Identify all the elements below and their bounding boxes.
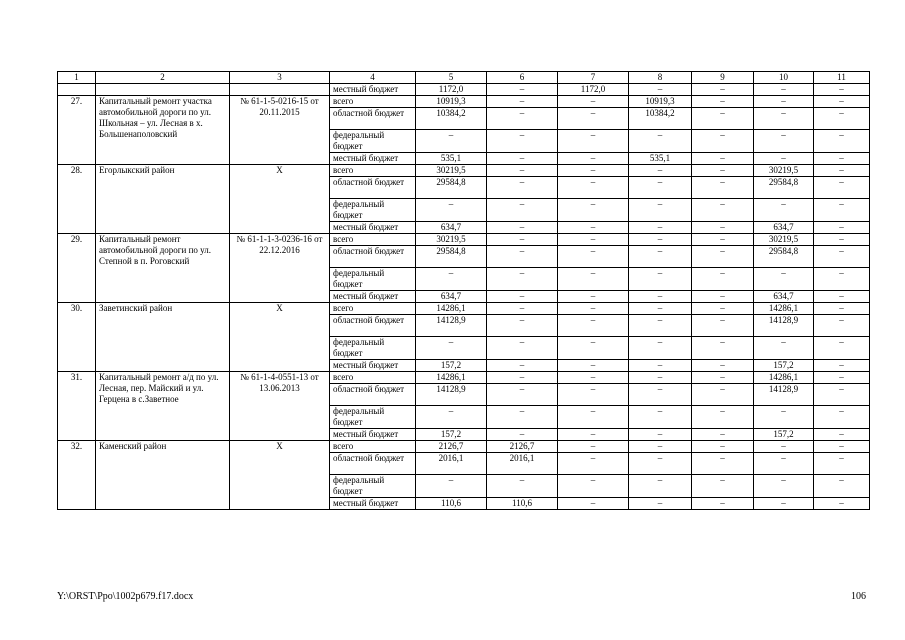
value-cell: – [629, 315, 692, 337]
value-cell: – [754, 453, 814, 475]
budget-label: всего [330, 165, 416, 177]
value-cell: – [487, 268, 558, 291]
value-cell: – [487, 475, 558, 498]
value-cell: – [487, 84, 558, 96]
value-cell: 30219,5 [754, 234, 814, 246]
object-name: Капитальный ремонт автомобильной дороги по ул. Степной в п. Роговский [96, 234, 230, 303]
value-cell: – [754, 337, 814, 360]
table-row [58, 372, 870, 384]
value-cell: – [692, 372, 754, 384]
value-cell: – [692, 177, 754, 199]
value-cell: – [754, 84, 814, 96]
value-cell: – [558, 337, 629, 360]
budget-label: областной бюджет [330, 315, 416, 337]
header-cell: 7 [558, 72, 629, 84]
page-number: 106 [851, 591, 866, 602]
value-cell: – [814, 303, 870, 315]
header-cell: 10 [754, 72, 814, 84]
value-cell: – [558, 315, 629, 337]
value-cell: – [629, 165, 692, 177]
document-ref: Х [230, 441, 330, 510]
budget-label: федеральный бюджет [330, 199, 416, 222]
value-cell: – [487, 372, 558, 384]
value-cell: – [692, 246, 754, 268]
budget-label: местный бюджет [330, 84, 416, 96]
value-cell: – [814, 222, 870, 234]
value-cell: – [754, 268, 814, 291]
value-cell: – [692, 498, 754, 510]
value-cell: – [629, 453, 692, 475]
value-cell: – [814, 384, 870, 406]
value-cell: – [629, 337, 692, 360]
value-cell: – [558, 199, 629, 222]
value-cell: – [629, 222, 692, 234]
budget-label: всего [330, 441, 416, 453]
value-cell: – [814, 441, 870, 453]
value-cell: – [416, 337, 487, 360]
budget-label: всего [330, 303, 416, 315]
value-cell: – [558, 429, 629, 441]
value-cell: – [814, 268, 870, 291]
value-cell: – [487, 234, 558, 246]
budget-label: областной бюджет [330, 453, 416, 475]
value-cell: – [558, 268, 629, 291]
value-cell: 2016,1 [487, 453, 558, 475]
value-cell: – [692, 222, 754, 234]
value-cell: – [487, 130, 558, 153]
value-cell: 157,2 [416, 360, 487, 372]
value-cell: – [629, 130, 692, 153]
header-cell: 5 [416, 72, 487, 84]
header-cell: 2 [96, 72, 230, 84]
value-cell: – [558, 291, 629, 303]
value-cell: – [692, 384, 754, 406]
file-path: Y:\ORST\Ppo\1002p679.f17.docx [57, 591, 194, 602]
budget-label: федеральный бюджет [330, 406, 416, 429]
value-cell: – [692, 337, 754, 360]
value-cell: – [754, 441, 814, 453]
row-number: 31. [58, 372, 96, 441]
value-cell: 14128,9 [416, 384, 487, 406]
value-cell: 535,1 [629, 153, 692, 165]
header-row [58, 72, 870, 84]
value-cell: – [754, 475, 814, 498]
value-cell: 30219,5 [416, 165, 487, 177]
value-cell: 10919,3 [629, 96, 692, 108]
object-name: Капитальный ремонт участка автомобильной дороги по ул. Школьная – ул. Лесная в х. Большенаполовский [96, 96, 230, 165]
document-ref: Х [230, 165, 330, 234]
value-cell: 14286,1 [754, 303, 814, 315]
value-cell: 157,2 [754, 429, 814, 441]
value-cell: – [814, 177, 870, 199]
object-name: Заветинский район [96, 303, 230, 372]
value-cell: – [692, 84, 754, 96]
value-cell: – [558, 384, 629, 406]
value-cell: – [416, 199, 487, 222]
budget-label: федеральный бюджет [330, 268, 416, 291]
value-cell: – [487, 153, 558, 165]
value-cell: – [487, 246, 558, 268]
value-cell: 2126,7 [416, 441, 487, 453]
budget-label: областной бюджет [330, 177, 416, 199]
value-cell: – [629, 429, 692, 441]
value-cell: 2016,1 [416, 453, 487, 475]
value-cell: – [487, 360, 558, 372]
document-ref: Х [230, 303, 330, 372]
budget-label: местный бюджет [330, 360, 416, 372]
value-cell: 10919,3 [416, 96, 487, 108]
value-cell: 1172,0 [416, 84, 487, 96]
value-cell: 634,7 [416, 222, 487, 234]
object-name: Капитальный ремонт а/д по ул. Лесная, пер. Майский и ул. Герцена в с.Заветное [96, 372, 230, 441]
value-cell: – [754, 108, 814, 130]
value-cell: – [814, 246, 870, 268]
value-cell: – [558, 372, 629, 384]
budget-label: местный бюджет [330, 429, 416, 441]
budget-label: федеральный бюджет [330, 130, 416, 153]
row-number: 32. [58, 441, 96, 510]
value-cell: – [692, 268, 754, 291]
value-cell: – [814, 337, 870, 360]
value-cell: – [814, 372, 870, 384]
value-cell: 535,1 [416, 153, 487, 165]
value-cell: – [629, 360, 692, 372]
value-cell: – [558, 222, 629, 234]
value-cell: – [692, 199, 754, 222]
value-cell: – [692, 406, 754, 429]
table-row [58, 441, 870, 453]
value-cell: – [692, 96, 754, 108]
row-number: 30. [58, 303, 96, 372]
value-cell: – [487, 291, 558, 303]
value-cell: 14128,9 [754, 315, 814, 337]
value-cell: – [558, 303, 629, 315]
value-cell: 30219,5 [754, 165, 814, 177]
value-cell: 14286,1 [416, 303, 487, 315]
value-cell: – [558, 475, 629, 498]
value-cell: – [692, 130, 754, 153]
value-cell: 14128,9 [754, 384, 814, 406]
budget-label: местный бюджет [330, 222, 416, 234]
value-cell: – [814, 291, 870, 303]
document-ref: № 61-1-1-3-0236-16 от 22.12.2016 [230, 234, 330, 303]
value-cell: – [558, 108, 629, 130]
header-cell: 1 [58, 72, 96, 84]
value-cell: – [814, 130, 870, 153]
value-cell: 29584,8 [416, 177, 487, 199]
value-cell: – [487, 177, 558, 199]
value-cell: – [814, 498, 870, 510]
lead-row [58, 84, 870, 96]
table-row [58, 234, 870, 246]
value-cell: 10384,2 [416, 108, 487, 130]
value-cell: – [416, 406, 487, 429]
row-number: 28. [58, 165, 96, 234]
value-cell: – [629, 441, 692, 453]
value-cell: 157,2 [754, 360, 814, 372]
value-cell: – [487, 222, 558, 234]
empty-cell [230, 84, 330, 96]
budget-label: местный бюджет [330, 153, 416, 165]
value-cell: 14286,1 [754, 372, 814, 384]
header-cell: 9 [692, 72, 754, 84]
value-cell: – [629, 84, 692, 96]
value-cell: – [692, 360, 754, 372]
value-cell: 14128,9 [416, 315, 487, 337]
value-cell: – [558, 360, 629, 372]
value-cell: 29584,8 [416, 246, 487, 268]
document-ref: № 61-1-5-0216-15 от 20.11.2015 [230, 96, 330, 165]
value-cell: 1172,0 [558, 84, 629, 96]
header-cell: 6 [487, 72, 558, 84]
value-cell: 634,7 [754, 222, 814, 234]
budget-label: всего [330, 96, 416, 108]
budget-table [57, 71, 870, 510]
value-cell: – [558, 234, 629, 246]
value-cell: – [629, 303, 692, 315]
value-cell: – [629, 268, 692, 291]
value-cell: 10384,2 [629, 108, 692, 130]
budget-label: областной бюджет [330, 246, 416, 268]
value-cell: – [692, 108, 754, 130]
value-cell: – [692, 291, 754, 303]
value-cell: – [814, 453, 870, 475]
value-cell: – [558, 441, 629, 453]
value-cell: – [814, 429, 870, 441]
value-cell: – [814, 315, 870, 337]
value-cell: 110,6 [487, 498, 558, 510]
value-cell: – [558, 406, 629, 429]
value-cell: – [814, 199, 870, 222]
budget-label: местный бюджет [330, 498, 416, 510]
value-cell: – [629, 246, 692, 268]
document-ref: № 61-1-4-0551-13 от 13.06.2013 [230, 372, 330, 441]
value-cell: – [558, 130, 629, 153]
value-cell: – [692, 475, 754, 498]
value-cell: 157,2 [416, 429, 487, 441]
row-number: 27. [58, 96, 96, 165]
value-cell: – [692, 303, 754, 315]
value-cell: – [692, 165, 754, 177]
value-cell: – [814, 96, 870, 108]
value-cell: – [629, 406, 692, 429]
value-cell: – [558, 177, 629, 199]
value-cell: – [814, 360, 870, 372]
budget-label: областной бюджет [330, 108, 416, 130]
header-cell: 8 [629, 72, 692, 84]
value-cell: – [629, 291, 692, 303]
value-cell: – [692, 153, 754, 165]
value-cell: – [487, 315, 558, 337]
value-cell: – [487, 165, 558, 177]
header-cell: 4 [330, 72, 416, 84]
value-cell: – [692, 315, 754, 337]
value-cell: – [629, 234, 692, 246]
value-cell: – [416, 268, 487, 291]
value-cell: – [754, 153, 814, 165]
value-cell: – [558, 453, 629, 475]
budget-label: областной бюджет [330, 384, 416, 406]
empty-cell [58, 84, 96, 96]
value-cell: – [487, 199, 558, 222]
table-row [58, 165, 870, 177]
value-cell: – [487, 337, 558, 360]
value-cell: – [558, 246, 629, 268]
value-cell: – [629, 199, 692, 222]
value-cell: – [487, 303, 558, 315]
value-cell: – [692, 441, 754, 453]
value-cell: 110,6 [416, 498, 487, 510]
value-cell: 14286,1 [416, 372, 487, 384]
table-row [58, 96, 870, 108]
object-name: Каменский район [96, 441, 230, 510]
value-cell: – [487, 108, 558, 130]
value-cell: 2126,7 [487, 441, 558, 453]
budget-label: всего [330, 234, 416, 246]
empty-cell [96, 84, 230, 96]
value-cell: – [629, 372, 692, 384]
header-cell: 3 [230, 72, 330, 84]
value-cell: – [692, 429, 754, 441]
header-cell: 11 [814, 72, 870, 84]
value-cell: – [416, 475, 487, 498]
value-cell: – [754, 96, 814, 108]
value-cell: 634,7 [754, 291, 814, 303]
value-cell: – [814, 165, 870, 177]
value-cell: – [814, 108, 870, 130]
value-cell: 29584,8 [754, 246, 814, 268]
row-number: 29. [58, 234, 96, 303]
value-cell: – [692, 234, 754, 246]
value-cell: – [487, 429, 558, 441]
value-cell: – [814, 475, 870, 498]
value-cell: – [629, 384, 692, 406]
budget-label: федеральный бюджет [330, 337, 416, 360]
value-cell: – [558, 153, 629, 165]
budget-label: федеральный бюджет [330, 475, 416, 498]
value-cell: – [814, 406, 870, 429]
value-cell: – [754, 406, 814, 429]
value-cell: 634,7 [416, 291, 487, 303]
value-cell: – [487, 96, 558, 108]
object-name: Егорлыкский район [96, 165, 230, 234]
value-cell: – [754, 498, 814, 510]
value-cell: – [629, 475, 692, 498]
value-cell: – [814, 84, 870, 96]
value-cell: – [814, 153, 870, 165]
value-cell: – [416, 130, 487, 153]
value-cell: – [558, 96, 629, 108]
budget-label: местный бюджет [330, 291, 416, 303]
value-cell: – [629, 177, 692, 199]
value-cell: – [754, 199, 814, 222]
value-cell: – [754, 130, 814, 153]
value-cell: – [692, 453, 754, 475]
value-cell: – [487, 384, 558, 406]
table-row [58, 303, 870, 315]
value-cell: 29584,8 [754, 177, 814, 199]
value-cell: – [558, 498, 629, 510]
budget-label: всего [330, 372, 416, 384]
value-cell: – [629, 498, 692, 510]
value-cell: 30219,5 [416, 234, 487, 246]
value-cell: – [487, 406, 558, 429]
value-cell: – [558, 165, 629, 177]
value-cell: – [814, 234, 870, 246]
